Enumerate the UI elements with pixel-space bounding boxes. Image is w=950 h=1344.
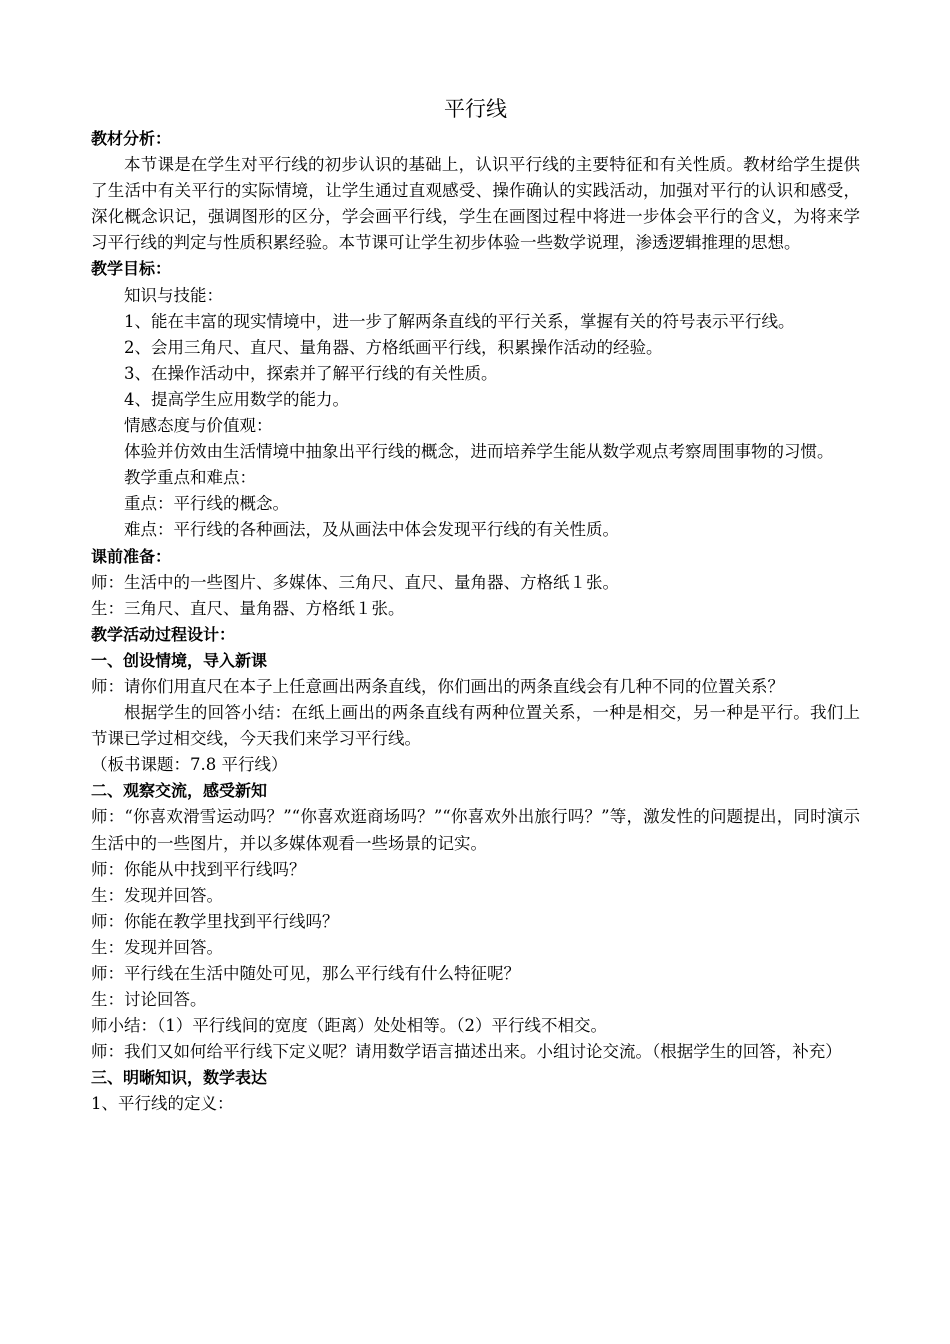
paragraph: 1、平行线的定义： <box>91 1094 234 1114</box>
section-heading: 教学活动过程设计： <box>91 624 236 644</box>
paragraph: 本节课是在学生对平行线的初步认识的基础上，认识平行线的主要特征和有关性质。教材给学生提供了生活中有关平行的实际情境，让学生通过直观感受、操作确认的实践活动，加强对平行的认识和感受，深化概念识记，强调图形的区分，学会画平行线，学生在画图过程中将进一步体会平行的含义，为将来学习平行线的判定与性质积累经验。本节课可让学生初步体验一些数学说理，渗透逻辑推理的思想。 <box>91 155 860 253</box>
paragraph: 师：请你们用直尺在本子上任意画出两条直线，你们画出的两条直线会有几种不同的位置关系？ <box>91 676 784 696</box>
document-body <box>91 126 860 1118</box>
paragraph: 4、提高学生应用数学的能力。 <box>124 389 349 409</box>
paragraph: 生：讨论回答。 <box>91 990 207 1010</box>
section-heading: 教学目标： <box>91 259 172 279</box>
section-heading: 教材分析： <box>91 129 172 148</box>
paragraph: 师：“你喜欢滑雪运动吗？”“你喜欢逛商场吗？”“你喜欢外出旅行吗？”等，激发性的问题提出，同时演示生活中的一些图片，并以多媒体观看一些场景的记实。 <box>91 807 860 853</box>
paragraph: 生：发现并回答。 <box>91 885 223 905</box>
section-heading: 课前准备： <box>91 546 172 566</box>
paragraph: 3、在操作活动中，探索并了解平行线的有关性质。 <box>124 363 498 383</box>
paragraph: 体验并仿效由生活情境中抽象出平行线的概念，进而培养学生能从数学观点考察周围事物的习惯。 <box>124 442 834 462</box>
paragraph: 1、能在丰富的现实情境中，进一步了解两条直线的平行关系，掌握有关的符号表示平行线。 <box>124 311 795 331</box>
section-heading: 三、明晰知识，数学表达 <box>91 1068 268 1088</box>
section-heading: 二、观察交流，感受新知 <box>91 781 268 801</box>
paragraph: 生：发现并回答。 <box>91 937 223 957</box>
paragraph: 师：平行线在生活中随处可见，那么平行线有什么特征呢？ <box>91 964 520 983</box>
section-heading: 一、创设情境，导入新课 <box>91 650 268 670</box>
paragraph: 2、会用三角尺、直尺、量角器、方格纸画平行线，积累操作活动的经验。 <box>124 337 663 357</box>
paragraph: 知识与技能： <box>124 285 223 305</box>
paragraph: 情感态度与价值观： <box>124 416 273 436</box>
paragraph: 师：你能从中找到平行线吗？ <box>91 859 306 879</box>
paragraph: 教学重点和难点： <box>124 468 256 488</box>
paragraph: 根据学生的回答小结：在纸上画出的两条直线有两种位置关系，一种是相交，另一种是平行。我们上节课已学过相交线，今天我们来学习平行线。 <box>91 703 860 749</box>
paragraph: 生：三角尺、直尺、量角器、方格纸１张。 <box>91 598 405 618</box>
page-title: 平行线 <box>444 97 507 121</box>
paragraph: 师：生活中的一些图片、多媒体、三角尺、直尺、量角器、方格纸１张。 <box>91 572 619 592</box>
paragraph: 重点：平行线的概念。 <box>124 494 289 514</box>
paragraph: 师小结：（1）平行线间的宽度（距离）处处相等。（2）平行线不相交。 <box>91 1016 607 1036</box>
paragraph: 难点：平行线的各种画法，及从画法中体会发现平行线的有关性质。 <box>124 520 619 540</box>
paragraph: 师：我们又如何给平行线下定义呢？请用数学语言描述出来。小组讨论交流。（根据学生的回答，补充） <box>91 1042 842 1062</box>
paragraph: 师：你能在教学里找到平行线吗？ <box>91 911 339 931</box>
paragraph: （板书课题：7.8 平行线） <box>91 755 288 775</box>
